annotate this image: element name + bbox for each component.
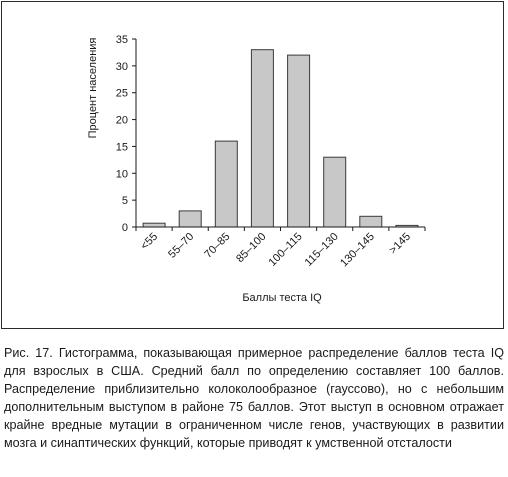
y-tick-label: 30 [115,60,128,73]
x-tick-label: 70–85 [202,230,233,261]
x-tick-label: 115–130 [302,230,341,269]
y-tick-label: 25 [115,87,128,100]
x-tick-label: 130–145 [338,230,377,270]
x-ticks-group [136,227,425,269]
y-axis-title: Процент населения [87,37,99,139]
x-tick-label: <55 [138,230,161,253]
figure-frame [1,1,504,329]
iq-histogram [2,2,505,330]
bar-6 [360,216,382,227]
x-tick-label: 100–115 [266,230,305,269]
axes-group [136,39,425,227]
x-tick-label: 55–70 [166,230,197,261]
x-tick-label: 85–100 [234,230,269,266]
y-tick-label: 10 [115,168,128,181]
bar-1 [179,211,201,227]
bar-4 [288,55,310,227]
bar-2 [215,141,237,227]
y-tick-label: 5 [121,195,128,208]
y-tick-label: 35 [115,34,128,46]
bars-group [143,50,418,227]
y-tick-label: 20 [115,114,128,127]
x-tick-label: >145 [387,230,414,257]
y-tick-label: 0 [121,222,128,234]
y-tick-label: 15 [115,141,128,154]
figure-caption: Рис. 17. Гистограмма, показывающая примерное распределение баллов теста IQ для взрослых в США. Средний балл по определению составляет 100 баллов. Распределение приблизительно колоколообразное (гауссово), но с небольшим дополнительным выступом в районе 75 баллов. Этот выступ в основном отражает крайне вредные мутации в ограниченном числе генов, участвующих в развитии мозга и синаптических функций, которые приводят к умственной отсталости [4,346,504,450]
x-axis-title: Баллы теста IQ [242,292,322,304]
bar-3 [251,50,273,227]
bar-5 [324,157,346,227]
y-ticks-group [116,34,136,234]
bar-0 [143,223,165,227]
